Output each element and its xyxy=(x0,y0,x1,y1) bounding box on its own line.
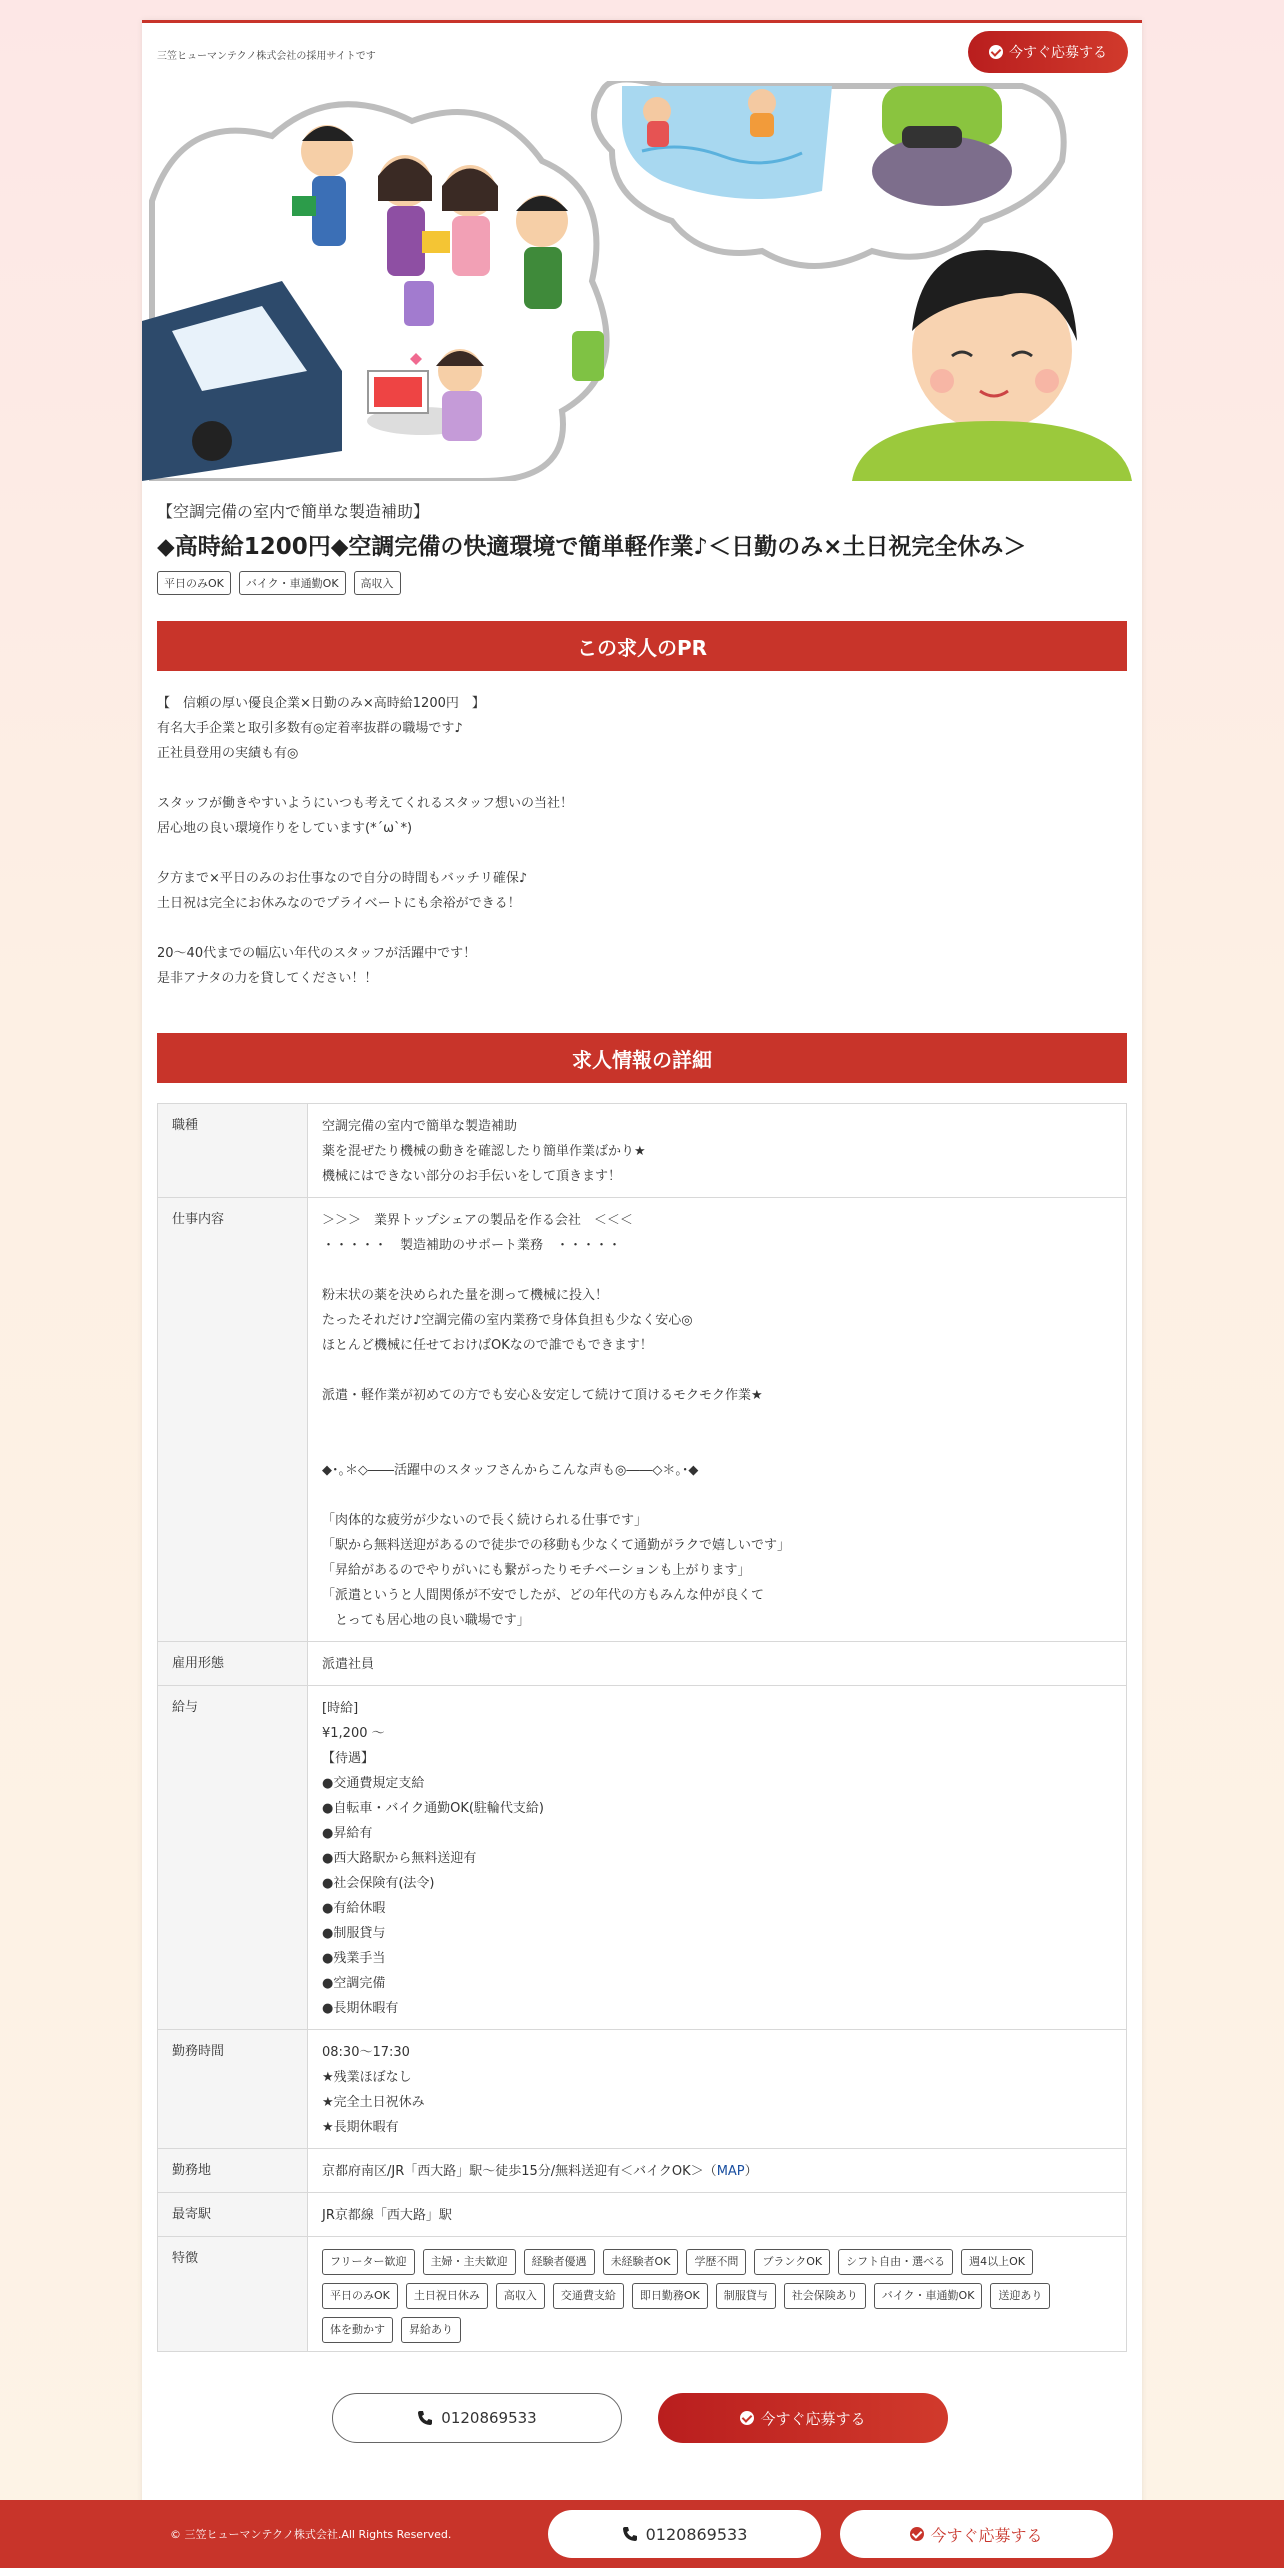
call-button[interactable] xyxy=(332,2393,622,2443)
row-label: 仕事内容 xyxy=(158,1198,308,1642)
cta-row xyxy=(332,2393,948,2443)
row-label: 勤務時間 xyxy=(158,2030,308,2149)
table-row xyxy=(158,2149,1127,2193)
table-row xyxy=(158,2030,1127,2149)
feature-tag: 昇給あり xyxy=(401,2317,461,2343)
feature-tag: 未経験者OK xyxy=(603,2249,679,2275)
page-container xyxy=(142,20,1142,2568)
table-row xyxy=(158,1686,1127,2030)
job-title: ◆高時給1200円◆空調完備の快適環境で簡単軽作業♪＜日勤のみ×土日祝完全休み＞ xyxy=(157,534,1027,560)
feature-tag: 土日祝日休み xyxy=(406,2283,488,2309)
footer-apply-button[interactable] xyxy=(840,2510,1113,2558)
phone-icon xyxy=(622,2526,638,2542)
footer-call-button[interactable] xyxy=(548,2510,821,2558)
feature-tag: 交通費支給 xyxy=(553,2283,624,2309)
feature-tag: 社会保険あり xyxy=(784,2283,866,2309)
hero-illustration xyxy=(142,81,1142,481)
phone-icon xyxy=(417,2410,433,2426)
features-value xyxy=(308,2237,1127,2352)
row-label: 最寄駅 xyxy=(158,2193,308,2237)
station-value: JR京都線「西大路」駅 xyxy=(308,2193,1127,2237)
apply-label: 今すぐ応募する xyxy=(760,2409,866,2428)
footer-call-number: 0120869533 xyxy=(645,2524,748,2544)
row-value: 派遣社員 xyxy=(308,1642,1127,1686)
call-number: 0120869533 xyxy=(441,2409,537,2427)
feature-tag: 高収入 xyxy=(496,2283,545,2309)
row-value: ＞＞＞ 業界トップシェアの製品を作る会社 ＜＜＜ ・・・・・ 製造補助のサポート業務 ・・・・・ 粉末状の薬を決められた量を測って機械に投入！ たったそれだけ♪空調完備の室内業務で身体負担も少なく安心◎ ほとんど機械に任せておけばOKなので誰でもできます！ 派遣・軽作業が初めての方でも安心＆安定して続けて頂けるモクモク作業★ ◆･｡＊◇――活躍中のスタッフさんからこんな声も◎――◇＊｡･◆ 「肉体的な疲労が少ないので長く続けられる仕事です」 「駅から無料送迎があるので徒歩での移動も少なくて通勤がラクで嬉しいです」 「昇給があるのでやりがいにも繋がったりモチベーションも上がります」 「派遣というと人間関係が不安でしたが、どの年代の方もみんな仲が良くて とっても居心地の良い職場です」 xyxy=(308,1198,1127,1642)
table-row xyxy=(158,2237,1127,2352)
feature-tag: 制服貸与 xyxy=(716,2283,776,2309)
job-tag: バイク・車通勤OK xyxy=(239,571,346,595)
row-label: 特徴 xyxy=(158,2237,308,2352)
row-label: 勤務地 xyxy=(158,2149,308,2193)
feature-tag: 経験者優遇 xyxy=(524,2249,595,2275)
row-label: 給与 xyxy=(158,1686,308,2030)
row-label: 雇用形態 xyxy=(158,1642,308,1686)
row-value: 08:30～17:30 ★残業ほぼなし ★完全土日祝休み ★長期休暇有 xyxy=(308,2030,1127,2149)
table-row xyxy=(158,1198,1127,1642)
site-header xyxy=(142,23,1142,81)
pr-text: 【 信頼の厚い優良企業×日勤のみ×高時給1200円 】 有名大手企業と取引多数有◎定着率抜群の職場です♪ 正社員登用の実績も有◎ スタッフが働きやすいようにいつも考えてくれるスタッフ想いの当社！ 居心地の良い環境作りをしています(*´ω`*) 夕方まで×平日のみのお仕事なので自分の時間もバッチリ確保♪ 土日祝は完全にお休みなのでプライベートにも余裕ができる！ 20～40代までの幅広い年代のスタッフが活躍中です！ 是非アナタの力を貸してください！！ xyxy=(157,696,574,986)
feature-tag: 送迎あり xyxy=(990,2283,1050,2309)
feature-tags xyxy=(322,2247,1112,2343)
feature-tag: シフト自由・選べる xyxy=(838,2249,953,2275)
footer-apply-label: 今すぐ応募する xyxy=(930,2525,1043,2545)
row-value: [時給] ¥1,200 ～ 【待遇】 ●交通費規定支給 ●自転車・バイク通勤OK(駐輪代支給) ●昇給有 ●西大路駅から無料送迎有 ●社会保険有(法令) ●有給休暇 ●制服貸与 ●残業手当 ●空調完備 ●長期休暇有 xyxy=(308,1686,1127,2030)
job-tag: 高収入 xyxy=(354,571,401,595)
table-row xyxy=(158,1104,1127,1198)
job-tag: 平日のみOK xyxy=(157,571,231,595)
map-link[interactable]: MAP xyxy=(716,2164,745,2179)
location-text: 京都府南区/JR「西大路」駅～徒歩15分/無料送迎有＜バイクOK＞ xyxy=(322,2164,704,2179)
check-circle-icon xyxy=(989,45,1003,59)
feature-tag: 即日勤務OK xyxy=(632,2283,708,2309)
location-value: 京都府南区/JR「西大路」駅～徒歩15分/無料送迎有＜バイクOK＞（MAP） xyxy=(308,2149,1127,2193)
table-row xyxy=(158,2193,1127,2237)
feature-tag: 主婦・主夫歓迎 xyxy=(423,2249,516,2275)
job-details-table xyxy=(157,1103,1127,2352)
header-apply-button[interactable] xyxy=(968,31,1128,73)
feature-tag: 学歴不問 xyxy=(686,2249,746,2275)
feature-tag: ブランクOK xyxy=(754,2249,830,2275)
check-circle-icon xyxy=(740,2411,754,2425)
pr-section-heading: この求人のPR xyxy=(157,621,1127,671)
sticky-footer xyxy=(0,2500,1284,2568)
check-circle-icon xyxy=(910,2527,924,2541)
row-label: 職種 xyxy=(158,1104,308,1198)
leisure-thought-illustration xyxy=(142,81,1142,481)
details-section-heading: 求人情報の詳細 xyxy=(157,1033,1127,1083)
row-value: 空調完備の室内で簡単な製造補助 薬を混ぜたり機械の動きを確認したり簡単作業ばかり★ 機械にはできない部分のお手伝いをして頂きます！ xyxy=(308,1104,1127,1198)
feature-tag: 平日のみOK xyxy=(322,2283,398,2309)
job-subtitle: 【空調完備の室内で簡単な製造補助】 xyxy=(157,502,430,521)
job-tags xyxy=(157,571,401,595)
table-row xyxy=(158,1642,1127,1686)
feature-tag: 体を動かす xyxy=(322,2317,393,2343)
apply-button[interactable] xyxy=(658,2393,948,2443)
feature-tag: バイク・車通勤OK xyxy=(874,2283,983,2309)
feature-tag: フリーター歓迎 xyxy=(322,2249,415,2275)
header-apply-label: 今すぐ応募する xyxy=(1009,45,1107,61)
copyright: © 三笠ヒューマンテクノ株式会社.All Rights Reserved. xyxy=(170,2528,452,2541)
feature-tag: 週4以上OK xyxy=(961,2249,1033,2275)
company-note: 三笠ヒューマンテクノ株式会社の採用サイトです xyxy=(157,51,376,62)
